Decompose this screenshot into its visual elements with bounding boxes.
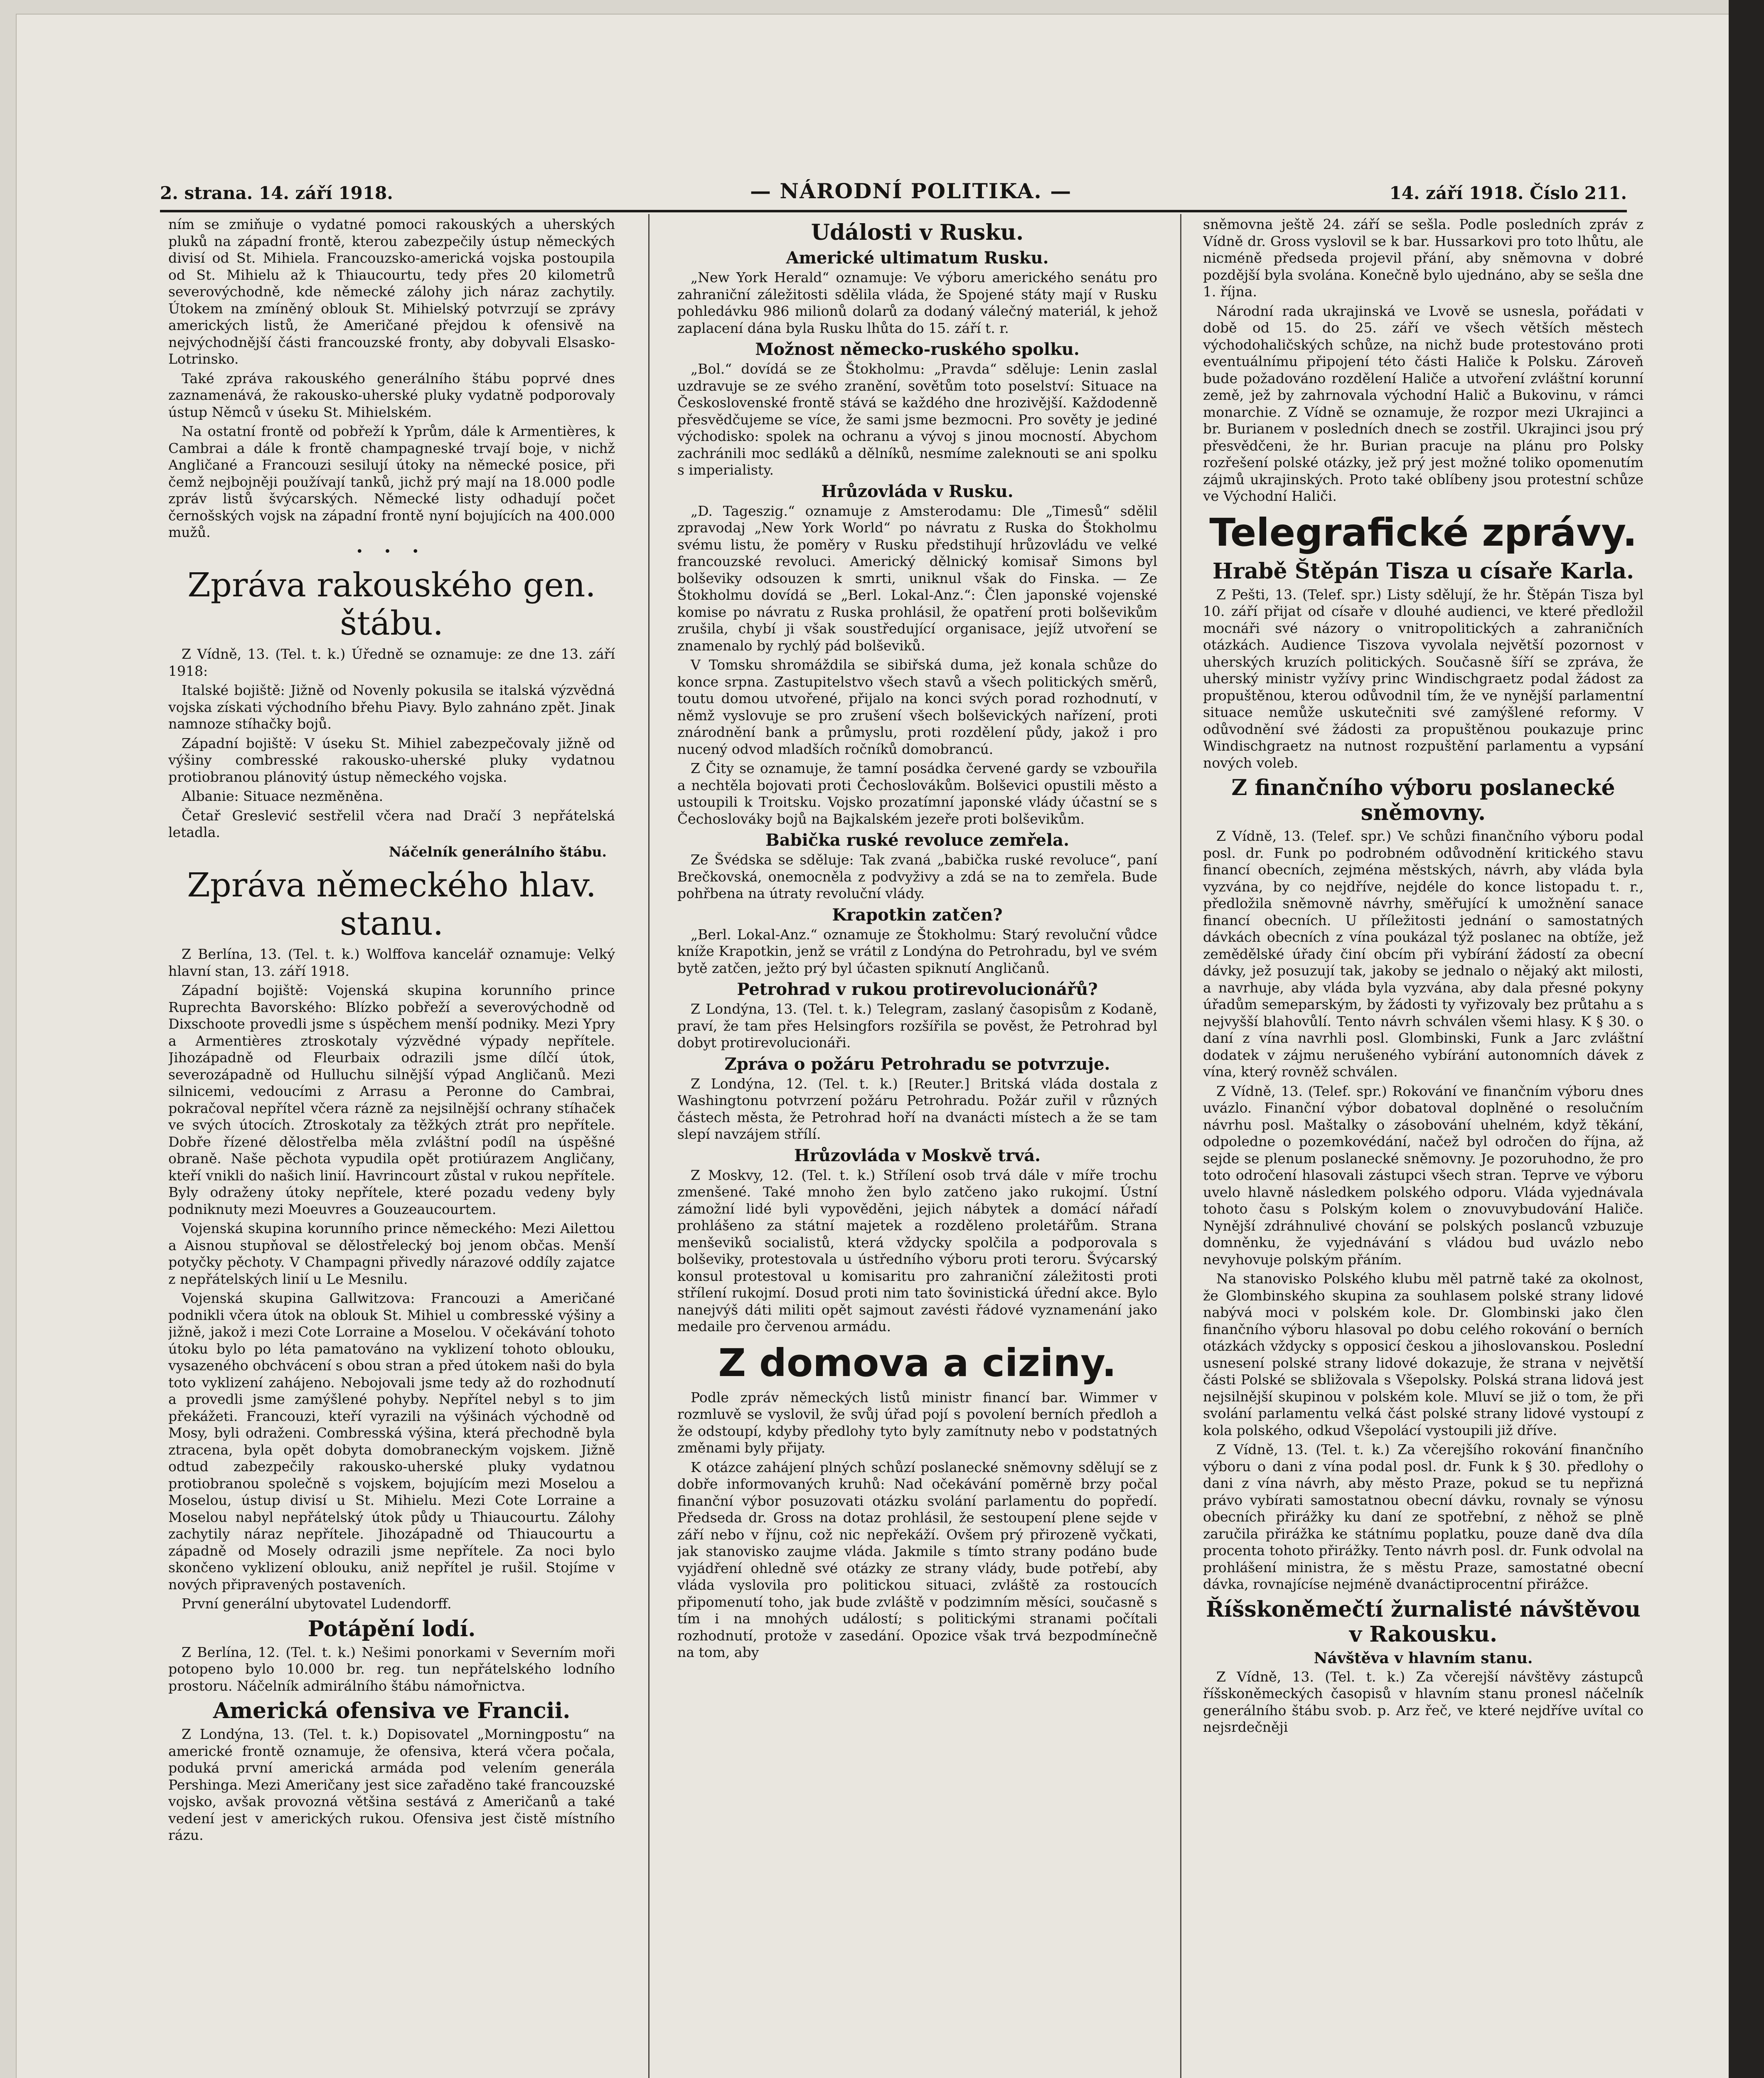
- headline: Zpráva rakouského gen. štábu.: [187, 566, 596, 643]
- paragraph: Z Berlína, 12. (Tel. t. k.) Nešimi ponorkami v Severním moři potopeno bylo 10.000 br. reg. tun nepřátelského lodního prostoru. Náčelník admirálního štábu námořnictva.: [168, 1644, 615, 1694]
- headline: Babička ruské revoluce zemřela.: [765, 830, 1070, 850]
- paragraph: Vojenská skupina Gallwitzova: Francouzi a Američané podnikli včera útok na oblouk St. Mihiel u combresské výšiny a jižně, jakož i mezi Cote Lorraine a Moselou. V očekávání tohoto útoku bylo po léta pamatováno na vyklizení tohoto oblouku, vysazeného obchvácení s obou stran a před útokem naši do byla toto vyklizení zahájeno. Nebojovali jsme tedy až do rozhodnutí a provedli jsme zamýšlené pohyby. Nepřítel nebyl s to jim překážeti. Francouzi, kteří vyrazili na výšinách východně od Mosy, byli odraženi. Combresská výšina, která přechodně byla ztracena, byla opět dobyta domobraneckým vojskem. Jižně odtud zabezpečily rakousko-uherské pluky vydatnou protiobranou společně s vojskem, bojujícím mezi Moselou a Moselou, ústup divisí u St. Mihielu. Mezi Cote Lorraine a Moselou nabyl nepřátelský útok půdy u Thiaucourtu. Zálohy zachytily náraz nepřítele. Jihozápadně od Thiaucourtu a západně od Mosely odrazili jsme nepřítele. Za noci bylo skončeno vyklizení oblouku, aniž nepřítel je rušil. Stojíme v nových připravených postaveních.: [168, 1290, 615, 1593]
- column-divider: [648, 214, 650, 2078]
- paragraph: Ze Švédska se sděluje: Tak zvaná „babička ruské revoluce“, paní Brečkovská, onemocněla z podvyživy a zdá se na to zemřela. Bude pohřbena na útraty revoluční vlády.: [677, 852, 1157, 901]
- paragraph: Albanie: Situace nezměněna.: [182, 788, 384, 804]
- page-header: [160, 179, 1627, 208]
- paragraph: Z Čity se oznamuje, že tamní posádka červené gardy se vzbouřila a nechtěla bojovati proti Čechoslovákům. Bolševici opustili město a ustoupili k Troitsku. Vojsko prozatímní japonské vlády účastní se s Čechoslováky bojů na Bajkalském jezeře proti bolševikům.: [677, 760, 1157, 827]
- headline: Hrůzovláda v Moskvě trvá.: [794, 1145, 1041, 1165]
- paragraph: „Berl. Lokal-Anz.“ oznamuje ze Štokholmu: Starý revoluční vůdce kníže Krapotkin, jenž se vrátil z Londýna do Petrohradu, byl ve svém bytě zatčen, ježto prý byl účasten spiknutí Angličanů.: [677, 926, 1157, 976]
- headline: Krapotkin zatčen?: [832, 905, 1003, 925]
- paragraph: „D. Tageszig.“ oznamuje z Amsterodamu: Dle „Timesů“ sdělil zpravodaj „New York World“ po návratu z Ruska do Štokholmu svému listu, že poměry v Rusku předstihují hrůzovládu ve velké francouzské revoluci. Americký dělnický komisař Simons byl bolševiky odsouzen k smrti, uniknul však do Finska. — Ze Štokholmu dovídá se „Berl. Lokal-Anz.“: Člen japonské vojenské komise po návratu z Ruska prohlásil, že opatření proti bolševikům zrušila, chybí ji však soustředující organisace, jejíž utvoření se znamenalo by rychlý pád bolševiků.: [677, 502, 1157, 654]
- headline: Potápění lodí.: [308, 1616, 476, 1642]
- headline: Z finančního výboru poslanecké sněmovny.: [1231, 775, 1615, 825]
- paragraph: První generální ubytovatel Ludendorff.: [182, 1595, 452, 1612]
- paragraph: Četař Greslević sestřelil včera nad Dračí 3 nepřátelská letadla.: [168, 807, 615, 840]
- paragraph: „Bol.“ dovídá se ze Štokholmu: „Pravda“ sděluje: Lenin zaslal uzdravuje se ze svého zranění, sovětům toto poselství: Situace na Československé frontě stává se každého dne hrozivější. Každodenně přesvědčujeme se více, že sami jsme bezmocni. Pro sověty je jediné východisko: spolek na ochranu a vývoj s jinou mocností. Abychom zachránili moc sedláků a dělníků, nesmíme zaleknouti se ani spolku s imperialisty.: [677, 361, 1157, 478]
- page-edge-shadow: [1729, 0, 1764, 2078]
- paragraph: Z Vídně, 13. (Tel. t. k.) Za včerejšího rokování finančního výboru o dani z vína podal posl. dr. Funk k § 30. předlohy o dani z vína návrh, aby město Praze, pokud se tu nepřizná právo vybírati samostatnou obecní dávku, rovnaly se výnosu obecních přirážky ku daní ze spotřební, z něhož se plně zaručila přirážka ke státnímu poplatku, pouze daně dva díla procenta tohoto přirážky. Tento návrh posl. dr. Funk odvolal na prohlášení ministra, že s městu Praze, samostatné obecní dávka, rovnajícíse nejméně dvanáctiprocentní přirážce.: [1203, 1441, 1643, 1592]
- headline: Zpráva o požáru Petrohradu se potvrzuje.: [724, 1054, 1110, 1074]
- separator-dots: • • •: [356, 544, 428, 559]
- column-1: [168, 216, 615, 2078]
- paragraph: Italské bojiště: Jižně od Novenly pokusila se italská výzvědná vojska získati východního břehu Piavy. Bylo zahnáno zpět. Jinak namnoze stíhačky bojů.: [168, 682, 615, 732]
- paragraph: Vojenská skupina korunního prince německého: Mezi Ailettou a Aisnou stupňoval se dělostřelecký boj jenom občas. Menší potyčky pěchoty. V Champagni přivedly nárazové oddíly zajatce z nepřátelských linií u Le Mesnilu.: [168, 1220, 615, 1287]
- headline: Možnost německo-ruského spolku.: [755, 340, 1080, 359]
- header-left: 2. strana. 14. září 1918.: [160, 183, 393, 203]
- paragraph: Na ostatní frontě od pobřeží k Yprům, dále k Armentières, k Cambrai a dále k frontě champagneské trvají boje, v nichž Angličané a Francouzi sesilují útoky na německé posice, při čemž nejbojněji používají tanků, jichž prý mají na 18.000 podle zpráv listů švýcarských. Německé listy odhadují počet černošských vojsk na západní frontě nyní bojujících na 400.000 mužů.: [168, 423, 615, 540]
- paragraph: sněmovna ještě 24. září se sešla. Podle posledních zpráv z Vídně dr. Gross vyslovil se k bar. Hussarkovi pro toto lhůtu, ale nicméně předseda projevil přání, aby sněmovna v dobré pozdější byla svolána. Konečně bylo ujednáno, aby se sešla dne 1. října.: [1203, 216, 1643, 300]
- paragraph: Z Berlína, 13. (Tel. t. k.) Wolffova kancelář oznamuje: Velký hlavní stan, 13. září 1918.: [168, 946, 615, 979]
- paragraph: Z Londýna, 12. (Tel. t. k.) [Reuter.] Britská vláda dostala z Washingtonu potvrzení požáru Petrohradu. Požár zuřil v různých částech města, že Petrohrad hoří na dvanácti místech a že se tam slepí navzájem střílí.: [677, 1075, 1157, 1142]
- paragraph: Západní bojiště: V úseku St. Mihiel zabezpečovaly jižně od výšiny combresské rakousko-uherské pluky vydatnou protiobranou plánovitý ústup německého vojska.: [168, 735, 615, 785]
- headline: Americké ultimatum Rusku.: [786, 248, 1049, 268]
- paragraph: Z Vídně, 13. (Telef. spr.) Rokování ve finančním výboru dnes uvázlo. Finanční výbor dobatoval doplněné o resolučním návrhu posl. Maštalky o zásobování uhelném, když těkání, odpoledne o pozemkovédání, načež byl odročen do října, až sejde se plenum poslanecké sněmovny. Je pozoruhodno, že pro toto odročení hlasovali zástupci všech stran. Teprve ve výboru uvelo hlavně následkem polského odporu. Vláda vyjednávala tohoto času s Polským kolem o znovuvybudování Haliče. Nynější zdráhnulivé chování se polských poslanců vzbuzuje domněnku, že vyjednávání s vládou bud uvázlo nebo nevyhovuje polským přáním.: [1203, 1083, 1643, 1268]
- paragraph: „New York Herald“ oznamuje: Ve výboru amerického senátu pro zahraniční záležitosti sdělila vláda, že Spojené státy mají v Rusku pohledávku 986 milionů dolarů za dodaný válečný materiál, k jehož zaplacení dána byla Rusku lhůta do 15. září t. r.: [677, 269, 1157, 336]
- masthead-title: — NÁRODNÍ POLITIKA. —: [750, 179, 1072, 203]
- section-headline: Telegrafické zprávy.: [1209, 510, 1637, 555]
- headline: Říšskoněmečtí žurnalisté návštěvou v Rakousku.: [1206, 1596, 1641, 1647]
- headline: Zpráva německého hlav. stanu.: [187, 866, 596, 943]
- paragraph: ním se zmiňuje o vydatné pomoci rakouských a uherských pluků na západní frontě, kterou zabezpečily ústup německých divisí od St. Mihiela. Francouzsko-americká vojska postoupila od St. Mihielu až k Thiaucourtu, tedy přes 20 kilometrů severovýchodně, kde německé zálohy jich náraz zachytily. Útokem na zmíněný oblouk St. Mihielský potvrzují se zprávy amerických listů, že Američané přejdou k ofensivě na nejvýchodnější části francouzské fronty, aby dobyvali Elsasko-Lotrinsko.: [168, 216, 615, 367]
- paragraph: Z Vídně, 13. (Telef. spr.) Ve schůzi finančního výboru podal posl. dr. Funk po podrobném odůvodnění kritického stavu financí obecních, zejména městských, návrh, aby vláda byla vyzvána, by co nejdříve, nejdéle do konce listopadu t. r., předložila sněmovně návrhy, směřující k umožnění sanace financí obecních. U příležitosti jednání o samostatných dávkách obecních z vína poukázal týž poslanec na obtíže, jež zemědělské úřady činí obcím při vybírání žádostí za obecní dávky, jež posuzují tak, jakoby se jednalo o nějaký akt milosti, a navrhuje, aby vláda byla vyzvána, aby dala přesné pokyny úřadům semeparským, by žádosti ty vyřizovaly bez průtahu a s nejvyšší blahovůlí. Tento návrh schválen všemi hlasy. K § 30. o daní z vína navrhli posl. Glombinski, Funk a Jarc zvláštní dodatek v zájmu nerušeného vybírání autonomních dávek z vína, který rovněž schválen.: [1203, 828, 1643, 1080]
- header-right: 14. září 1918. Číslo 211.: [1389, 183, 1627, 203]
- paragraph: Na stanovisko Polského klubu měl patrně také za okolnost, že Glombinského skupina za souhlasem polské strany lidové nabývá moci v polském kole. Dr. Glombinski jako člen finančního výboru hlasoval po dobu celého rokování o berních otázkách vždycky s opposicí českou a jihoslovanskou. Poslední usnesení polské strany lidové dokazuje, že strana v největší části Polské se sbližovala s Všepolsky. Polská strana lidová jest nejsilnější skupinou v polském kole. Mluví se již o tom, že při svolání parlamentu velká část polské strany lidové vystoupí z kola polského, odkud Všepolácí vystoupili již dříve.: [1203, 1270, 1643, 1438]
- header-rule: [160, 210, 1627, 212]
- paragraph: Také zpráva rakouského generálního štábu poprvé dnes zaznamenává, že rakousko-uherské pluky vydatně podporovaly ústup Němců v úseku St. Mihielském.: [168, 370, 615, 420]
- paragraph: Národní rada ukrajinská ve Lvově se usnesla, pořádati v době od 15. do 25. září ve všech větších městech východohaličských schůze, na nichž bude protestováno proti eventuálnímu připojení této části Haliče k Polsku. Zároveň bude požadováno rozdělení Haliče a utvoření zvláštní korunní země, jež by zahrnovala východní Halič a Bukovinu, v rámci monarchie. Z Vídně se oznamuje, že rozpor mezi Ukrajinci a br. Burianem v posledních dnech se zostřil. Ukrajinci jsou prý přesvědčeni, že hr. Burian pracuje na plánu pro Polsky rozřešení polské otázky, jež prý jest možné toliko opomenutím zájmů ukrajinských. Proto také oblíbeny jsou protestní schůze ve Východní Haliči.: [1203, 303, 1643, 504]
- headline: Americká ofensiva ve Francii.: [213, 1698, 571, 1723]
- headline: Hrabě Štěpán Tisza u císaře Karla.: [1212, 558, 1634, 584]
- paragraph: Podle zpráv německých listů ministr financí bar. Wimmer v rozmluvě se vyslovil, že svůj úřad pojí s povolení berních předloh a že odstoupí, kdyby předlohy tyto byly zamítnuty nebo v podstatných změnami byly přijaty.: [677, 1389, 1157, 1456]
- paragraph: Z Vídně, 13. (Tel. t. k.) Za včerejší návštěvy zástupců říšskoněmeckých časopisů v hlavním stanu pronesl náčelník generálního štábu svob. p. Arz řeč, ve které nejdříve uvítal co nejsrdečněji: [1203, 1668, 1643, 1735]
- paragraph: K otázce zahájení plných schůzí poslanecké sněmovny sdělují se z dobře informovaných kruhů: Nad očekávání poměrně brzy počal finanční výbor posuzovati otázku svolání parlamentu do popředí. Předseda dr. Gross na dotaz prohlásil, že sestoupení plene sejde v září nebo v říjnu, což nic nepřekáží. Ovšem prý přirozeně vyčkati, jak stanovisko zaujme vláda. Jakmile s tímto strany podáno bude vyjádření ohledně své otázky ze strany vlády, bude potřebí, aby vláda vyslovila pro politickou situaci, zvláště za rostoucích připomenutí toho, jak bude zvláště v podzimním měsíci, současně s tím i na mnohých událostí; s politickými stranami počítali rozhodnutí, protože v zasedání. Opozice však trvá bezpodmínečně na tom, aby: [677, 1459, 1157, 1660]
- headline: Hrůzovláda v Rusku.: [821, 481, 1014, 501]
- column-3: [1203, 216, 1643, 2078]
- paragraph: Z Moskvy, 12. (Tel. t. k.) Střílení osob trvá dále v míře trochu zmenšené. Také mnoho žen bylo zatčeno jako rukojmí. Ústní zámožní lidé byli vypověděni, jejich nábytek a domácí nářadí prohlášeno za státní majetek a rozděleno proletářům. Strana menševiků socialistů, která vždycky spolčila a podporovala s bolševiky, protestovala u ústředního výboru proti teroru. Švýcarský konsul protestoval u komisaritu pro zahraniční záležitosti proti střílení rukojmí. Dosud proti nim tato šovinistická úřední akce. Bylo nanejvýš dáti militi opět sajmout zavésti řádové vyznamenání jako medaile pro červenou armádu.: [677, 1167, 1157, 1334]
- paragraph: Z Pešti, 13. (Telef. spr.) Listy sdělují, že hr. Štěpán Tisza byl 10. září přijat od císaře v dlouhé audienci, ve které předložil mocnáři své názory o vnitropolitických a zahraničních otázkách. Audience Tiszova vyvolala největší pozornost v uherských kruzích politických. Současně šíří se zpráva, že uherský ministr vyžívy princ Windischgraetz podal žádost za propuštěnou, kterou odůvodnil tím, že ve nynější parlamentní situace nemůže uskutečniti své zamýšlené reformy. V odůvodnění své žádosti za propuštěnou poukazuje princ Windischgraetz na nutnost rozpuštění parlamentu a vypsání nových voleb.: [1203, 586, 1643, 771]
- column-divider: [1180, 214, 1181, 2078]
- section-headline: Události v Rusku.: [811, 220, 1024, 245]
- paragraph: Z Vídně, 13. (Tel. t. k.) Úředně se oznamuje: ze dne 13. září 1918:: [168, 646, 615, 679]
- subheadline: Návštěva v hlavním stanu.: [1314, 1649, 1533, 1667]
- section-headline: Z domova a ciziny.: [718, 1340, 1117, 1385]
- paragraph: V Tomsku shromáždila se sibiřská duma, jež konala schůze do konce srpna. Zastupitelstvo všech stavů a všech politických směrů, toutu domou utvořené, přijalo na konci svých porad rozhodnutí, v němž vyslovuje se pro zrušení všech bolševických nařízení, proti znárodnění bank a průmyslu, proti rozdělení půdy, jakož i pro nucený odvod mladších ročníků domobrancú.: [677, 657, 1157, 757]
- column-2: [677, 216, 1157, 2078]
- paragraph: Západní bojiště: Vojenská skupina korunního prince Ruprechta Bavorského: Blízko pobřeží a severovýchodně od Dixschoote provedli jsme s úspěchem menší podniky. Mezi Ypry a Armentières ztroskotaly výzvědné výpady nepřítele. Jihozápadně od Fleurbaix odrazili jsme dílčí útok, severozápadně od Hulluchu silnější výpad Angličanů. Mezi silnicemi, vedoucími z Arrasu a Peronne do Cambrai, pokračoval nepřítel včera rázně za nejsilnější ochrany stíhaček ve svých útocích. Ztroskotaly za těžkých ztrát pro nepřítele. Dobře řízené dělostřelba měla zvláštní podíl na úspěšné obraně. Naše pěchota vypudila opět protiúrazem Angličany, kteří vnikli do našich linií. Havrincourt zůstal v rukou nepřítele. Byly odraženy útoky nepřítele, které pozadu vedeny byly podniknuty mezi Moeuvres a Gouzeaucourtem.: [168, 982, 615, 1217]
- headline: Petrohrad v rukou protirevolucionářů?: [737, 980, 1098, 999]
- signature: Náčelník generálního štábu.: [389, 843, 607, 860]
- paragraph: Z Londýna, 13. (Tel. t. k.) Telegram, zaslaný časopisům z Kodaně, praví, že tam přes Helsingfors rozšířila se pověst, že Petrohrad byl dobyt protirevolucionáři.: [677, 1001, 1157, 1051]
- paragraph: Z Londýna, 13. (Tel. t. k.) Dopisovatel „Morningpostu“ na americké frontě oznamuje, že ofensiva, která včera počala, poduká první americká armáda pod velením generála Pershinga. Mezi Američany jest sice zařaděno také francouzské vojsko, avšak provozná většina sestává z Američanů a také vedení jest v amerických rukou. Ofensiva jest čistě místního rázu.: [168, 1726, 615, 1843]
